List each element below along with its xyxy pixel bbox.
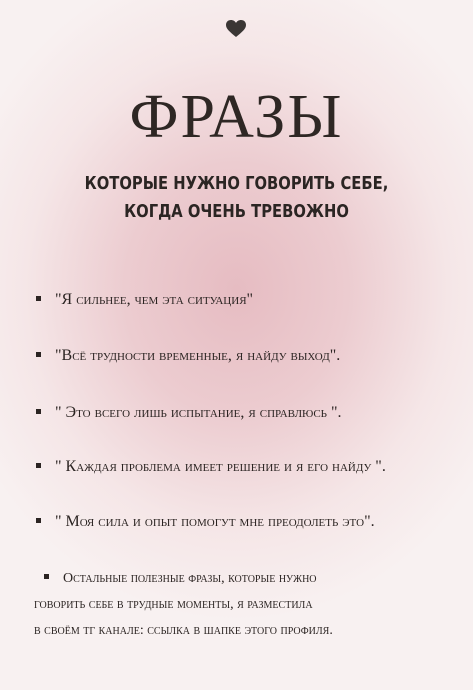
footer-line <box>34 566 464 592</box>
page-subtitle <box>43 170 431 226</box>
footer-line: говорить себе в трудные моменты, я разместила <box>34 597 313 612</box>
bullet-icon <box>36 352 41 357</box>
heart-icon <box>226 20 246 38</box>
phrase-text: "Всё трудности временные, я найду выход". <box>55 347 341 364</box>
phrase-text: " Это всего лишь испытание, я справлюсь ". <box>55 404 342 421</box>
footer-note <box>34 566 464 644</box>
phrase-item <box>36 290 466 310</box>
phrase-item <box>36 346 466 366</box>
phrase-text: " Моя сила и опыт помогут мне преодолеть это". <box>55 513 375 530</box>
bullet-icon <box>44 574 49 579</box>
subtitle-line: КОТОРЫЕ НУЖНО ГОВОРИТЬ СЕБЕ, <box>84 173 389 194</box>
phrase-text: "Я сильнее, чем эта ситуация" <box>55 291 254 308</box>
bullet-icon <box>36 463 41 468</box>
footer-text: Остальные полезные фразы, которые нужно <box>63 571 317 586</box>
subtitle-line: КОГДА ОЧЕНЬ ТРЕВОЖНО <box>124 201 349 222</box>
bullet-icon <box>36 296 41 301</box>
bullet-icon <box>36 409 41 414</box>
bullet-icon <box>36 518 41 523</box>
phrase-item <box>36 403 466 423</box>
phrase-item <box>36 457 466 477</box>
phrase-text: " Каждая проблема имеет решение и я его найду ". <box>55 458 386 475</box>
phrase-item <box>36 512 466 532</box>
page-title: ФРАЗЫ <box>129 83 344 151</box>
footer-line: в своём тг канале: ссылка в шапке этого профиля. <box>34 623 333 638</box>
